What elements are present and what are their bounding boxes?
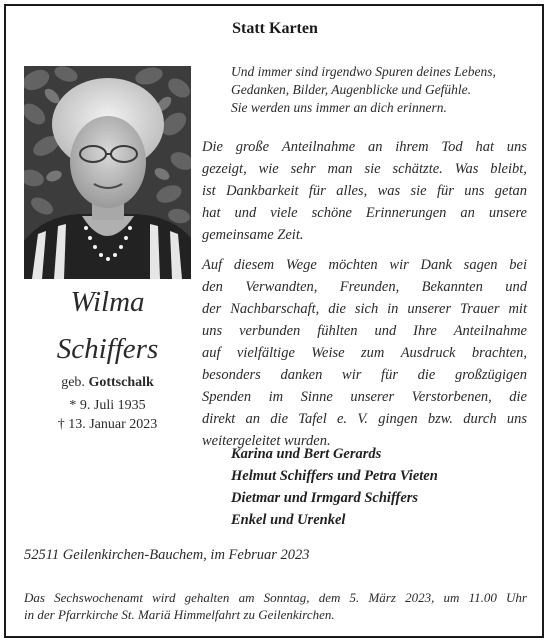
word: und [234,205,257,221]
word: danken [280,367,323,383]
text-line [202,202,527,224]
word: Nachbarschaft, [230,301,320,317]
word: Tafel [298,411,327,427]
text-line [202,364,527,386]
word: Sonntag, [263,590,310,605]
word: weitergeleitet wurden. [202,433,331,449]
word: schätzte. [392,161,443,177]
word: in [387,301,399,317]
word: in der Pfarrkirche St. Mariä Himmelfahrt zu Geilenkirchen. [24,607,335,622]
maiden-name: Gottschalk [88,375,154,390]
word: Anteilnahme [453,323,527,339]
word: Dankbarkeit [226,183,299,199]
word: verbunden [239,323,301,339]
text-line [24,606,527,623]
word: man [327,161,353,177]
word: Weise [311,345,345,361]
word: Uhr [506,590,527,605]
word: bleibt, [490,161,527,177]
word: um [443,590,460,605]
word: 5. [349,590,360,605]
death-date: † 13. Januar 2023 [57,417,158,432]
word: an [367,139,383,155]
text-line [202,408,527,430]
signer: Dietmar und Irmgard Schiffers [231,490,419,506]
text-line [202,158,527,180]
word: sagen [463,257,498,273]
word: sie [364,161,381,177]
word: alles, [336,183,368,199]
word: schöne [311,205,352,221]
signer: Enkel und Urenkel [231,512,346,528]
word: Erinnerungen [365,205,447,221]
word: e. [337,411,348,427]
word: möchten [328,257,378,273]
word: Ihre [413,323,437,339]
word: Spenden [202,389,252,405]
word: am [238,590,255,605]
word: der [202,301,222,317]
word: hat [202,205,221,221]
motto-line: Sie werden uns immer an dich erinnern. [231,100,447,115]
word: V. [357,411,368,427]
word: Sinne [300,389,333,405]
word: brachten, [471,345,527,361]
word: direkt [202,411,236,427]
word: 2023, [405,590,435,605]
signers-list [231,443,438,531]
word: Tod [441,139,463,155]
word: unsere [488,205,527,221]
word: diesem [233,257,275,273]
text-line [202,254,527,276]
text-line [202,342,527,364]
word: für [308,183,326,199]
text-line [24,589,527,606]
word: 11.00 [468,590,497,605]
word: dem [318,590,341,605]
word: was [377,183,401,199]
word: für [436,183,454,199]
word: Verstorbenen, [411,389,492,405]
word: den [202,279,223,295]
word: Freunden, [339,279,400,295]
word: gingen [378,411,418,427]
born-prefix: geb. [61,375,85,390]
word: Auf [202,257,223,273]
word: auf [202,345,221,361]
word: uns [202,323,223,339]
word: die [417,367,436,383]
word: Wege [285,257,317,273]
word: Trauer [460,301,500,317]
word: viele [270,205,298,221]
word: mit [508,301,527,317]
word: ist [202,183,216,199]
word: und [505,279,527,295]
word: gemeinsame Zeit. [202,227,304,243]
portrait-photo [24,66,191,279]
word: Verwandten, [245,279,318,295]
word: Anteilnahme [281,139,356,155]
word: sie [410,183,427,199]
gratitude-paragraph [202,136,527,246]
maiden-name-line [24,375,191,391]
word: besonders [202,367,261,383]
word: sehr [290,161,316,177]
word: Dank [420,257,452,273]
word: ihrem [395,139,429,155]
word: Was [454,161,479,177]
word: unserer [350,389,395,405]
motto-line: Und immer sind irgendwo Spuren deines Lebens, [231,64,496,79]
word: getan [494,183,527,199]
signer: Helmut Schiffers und Petra Vieten [231,468,438,484]
word: wie [258,161,279,177]
word: Bekannten [421,279,483,295]
word: an [245,411,261,427]
signer: Karina und Bert Gerards [231,446,382,462]
word: großzügigen [455,367,527,383]
service-notice [24,589,527,623]
word: unserer [407,301,452,317]
word: Sechswochenamt [54,590,143,605]
word: für [381,367,398,383]
word: uns [506,411,527,427]
word: wir [389,257,409,273]
word: uns [506,139,527,155]
word: die [328,301,346,317]
word: Das [24,590,45,605]
text-line [202,180,527,202]
word: sich [354,301,379,317]
word: uns [464,183,485,199]
word: im [268,389,284,405]
word: an [460,205,475,221]
word: vielfältige [236,345,295,361]
last-name: Schiffers [56,333,159,365]
word: wird [152,590,176,605]
motto-verse [231,63,531,117]
first-name: Wilma [70,286,145,318]
word: Die [202,139,223,155]
word: bei [509,257,527,273]
word: große [235,139,270,155]
word: gehalten [184,590,230,605]
word: Ausdruck [400,345,456,361]
motto-line: Gedanken, Bilder, Augenblicke und Gefühle. [231,82,472,97]
word: die [270,411,289,427]
word: fühlten [317,323,358,339]
word: zum [360,345,385,361]
word: gezeigt, [202,161,247,177]
notice-header: Statt Karten [232,20,318,37]
word: bzw. [427,411,454,427]
word: durch [463,411,497,427]
portrait-image [24,66,191,279]
text-line [202,276,527,298]
word: hat [475,139,494,155]
text-line [202,224,527,246]
thanks-paragraph [202,254,527,452]
word: die [509,389,527,405]
word: März [368,590,396,605]
text-line [202,136,527,158]
word: und [374,323,397,339]
word: wir [342,367,362,383]
text-line [202,320,527,342]
text-line [202,386,527,408]
text-line [202,298,527,320]
birth-date: * 9. Juli 1935 [69,398,146,413]
place-date: 52511 Geilenkirchen-Bauchem, im Februar 2023 [24,547,310,563]
